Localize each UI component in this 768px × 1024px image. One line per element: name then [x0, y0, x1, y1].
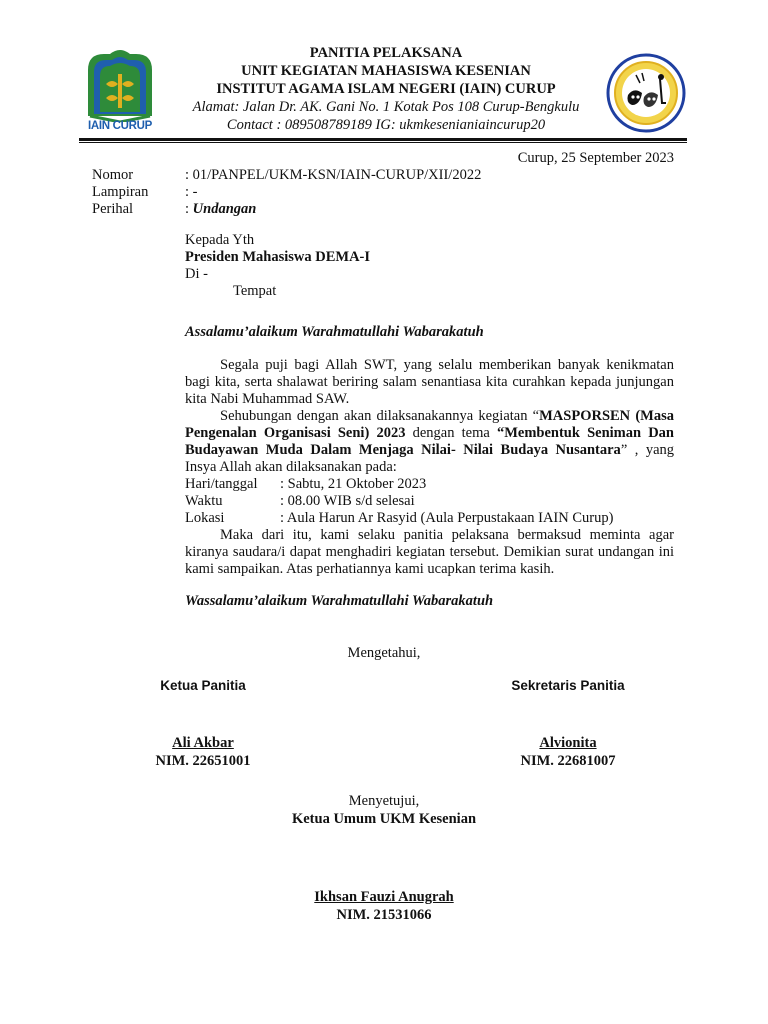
body-paragraph-3: Maka dari itu, kami selaku panitia pelaksana bermaksud meminta agar kiranya saudara/i dapat menghadiri kegiatan tersebut. Demikian surat undangan ini kami sampaikan. Atas perhatiannya kami ucapkan terima kasih.	[185, 527, 674, 577]
header-contact: Contact : 089508789189 IG: ukmkesenianiaincurup20	[226, 117, 546, 133]
iain-curup-logo	[80, 44, 160, 136]
lampiran-value: : -	[185, 184, 198, 200]
logo-left-text: IAIN CURUP	[87, 120, 153, 132]
ketua-panitia-nim: NIM. 22651001	[155, 753, 251, 769]
hari-label: Hari/tanggal	[185, 476, 258, 492]
recipient-place: Tempat	[233, 283, 277, 299]
event-name: MASPORSEN (Masa Pengenalan Organisasi Seni) 2023	[185, 408, 675, 441]
lokasi-value: : Aula Harun Ar Rasyid (Aula Perpustakaan IAIN Curup)	[280, 510, 614, 526]
nomor-label: Nomor	[92, 167, 134, 183]
ketua-panitia-title: Ketua Panitia	[160, 678, 246, 693]
header-committee: PANITIA PELAKSANA	[309, 45, 463, 61]
ketua-panitia-name-wrap	[103, 735, 303, 752]
letterhead	[170, 44, 602, 134]
header-rule-thick	[79, 138, 687, 141]
sekretaris-panitia-nim: NIM. 22681007	[520, 753, 616, 769]
perihal-label: Perihal	[92, 201, 134, 217]
lampiran-label: Lampiran	[92, 184, 149, 200]
hari-value: : Sabtu, 21 Oktober 2023	[280, 476, 427, 492]
perihal-value: Undangan	[192, 201, 257, 217]
waktu-value: : 08.00 WIB s/d selesai	[280, 493, 415, 509]
header-unit: UNIT KEGIATAN MAHASISWA KESENIAN	[241, 63, 531, 79]
mengetahui-label: Mengetahui,	[347, 645, 421, 661]
letter-date: Curup, 25 September 2023	[517, 150, 674, 166]
ketua-umum-nim: NIM. 21531066	[336, 907, 432, 923]
closing-greeting: Wassalamu’alaikum Warahmatullahi Wabarakatuh	[185, 593, 494, 609]
recipient-di: Di -	[185, 266, 208, 282]
header-address: Alamat: Jalan Dr. AK. Gani No. 1 Kotak Pos 108 Curup-Bengkulu	[192, 99, 580, 115]
perihal-value-row	[185, 201, 256, 218]
letter-body	[185, 357, 674, 476]
body-paragraph-1: Segala puji bagi Allah SWT, yang selalu memberikan banyak kenikmatan bagi kita, serta shalawat beriring salam senantiasa kita curahkan kepada junjungan kita Nabi Muhammad SAW.	[185, 357, 674, 407]
recipient-name: Presiden Mahasiswa DEMA-I	[185, 249, 371, 265]
para2-part-a: Sehubungan dengan akan dilaksanakannya kegiatan “	[220, 408, 540, 424]
menyetujui-label: Menyetujui,	[348, 793, 420, 809]
letter-body-closing	[185, 527, 674, 578]
opening-greeting: Assalamu’alaikum Warahmatullahi Wabarakatuh	[185, 324, 484, 340]
body-paragraph-2	[185, 408, 674, 476]
ketua-umum-title: Ketua Umum UKM Kesenian	[291, 811, 477, 827]
sekretaris-panitia-name: Alvionita	[539, 735, 597, 751]
event-theme: “Membentuk Seniman Dan Budayawan Muda Dalam Menjaga Nilai- Nilai Budaya Nusantara	[185, 425, 674, 458]
ketua-umum-name: Ikhsan Fauzi Anugrah	[314, 889, 454, 905]
sekretaris-panitia-title: Sekretaris Panitia	[511, 678, 625, 693]
nomor-value: : 01/PANPEL/UKM-KSN/IAIN-CURUP/XII/2022	[185, 167, 482, 183]
recipient-greeting: Kepada Yth	[185, 232, 255, 248]
waktu-label: Waktu	[185, 493, 223, 509]
ketua-panitia-name: Ali Akbar	[172, 735, 234, 751]
lokasi-label: Lokasi	[185, 510, 225, 526]
sekretaris-panitia-name-wrap	[468, 735, 668, 752]
header-rule-thin	[79, 142, 687, 143]
para2-part-e: ” , yang Insya Allah akan dilaksanakan pada:	[185, 442, 675, 475]
header-institute: INSTITUT AGAMA ISLAM NEGERI (IAIN) CURUP	[216, 81, 556, 97]
ukm-kesenian-logo	[606, 53, 686, 133]
ketua-umum-name-wrap	[234, 889, 534, 906]
perihal-colon: :	[185, 201, 193, 217]
para2-part-c: dengan tema	[405, 425, 497, 441]
